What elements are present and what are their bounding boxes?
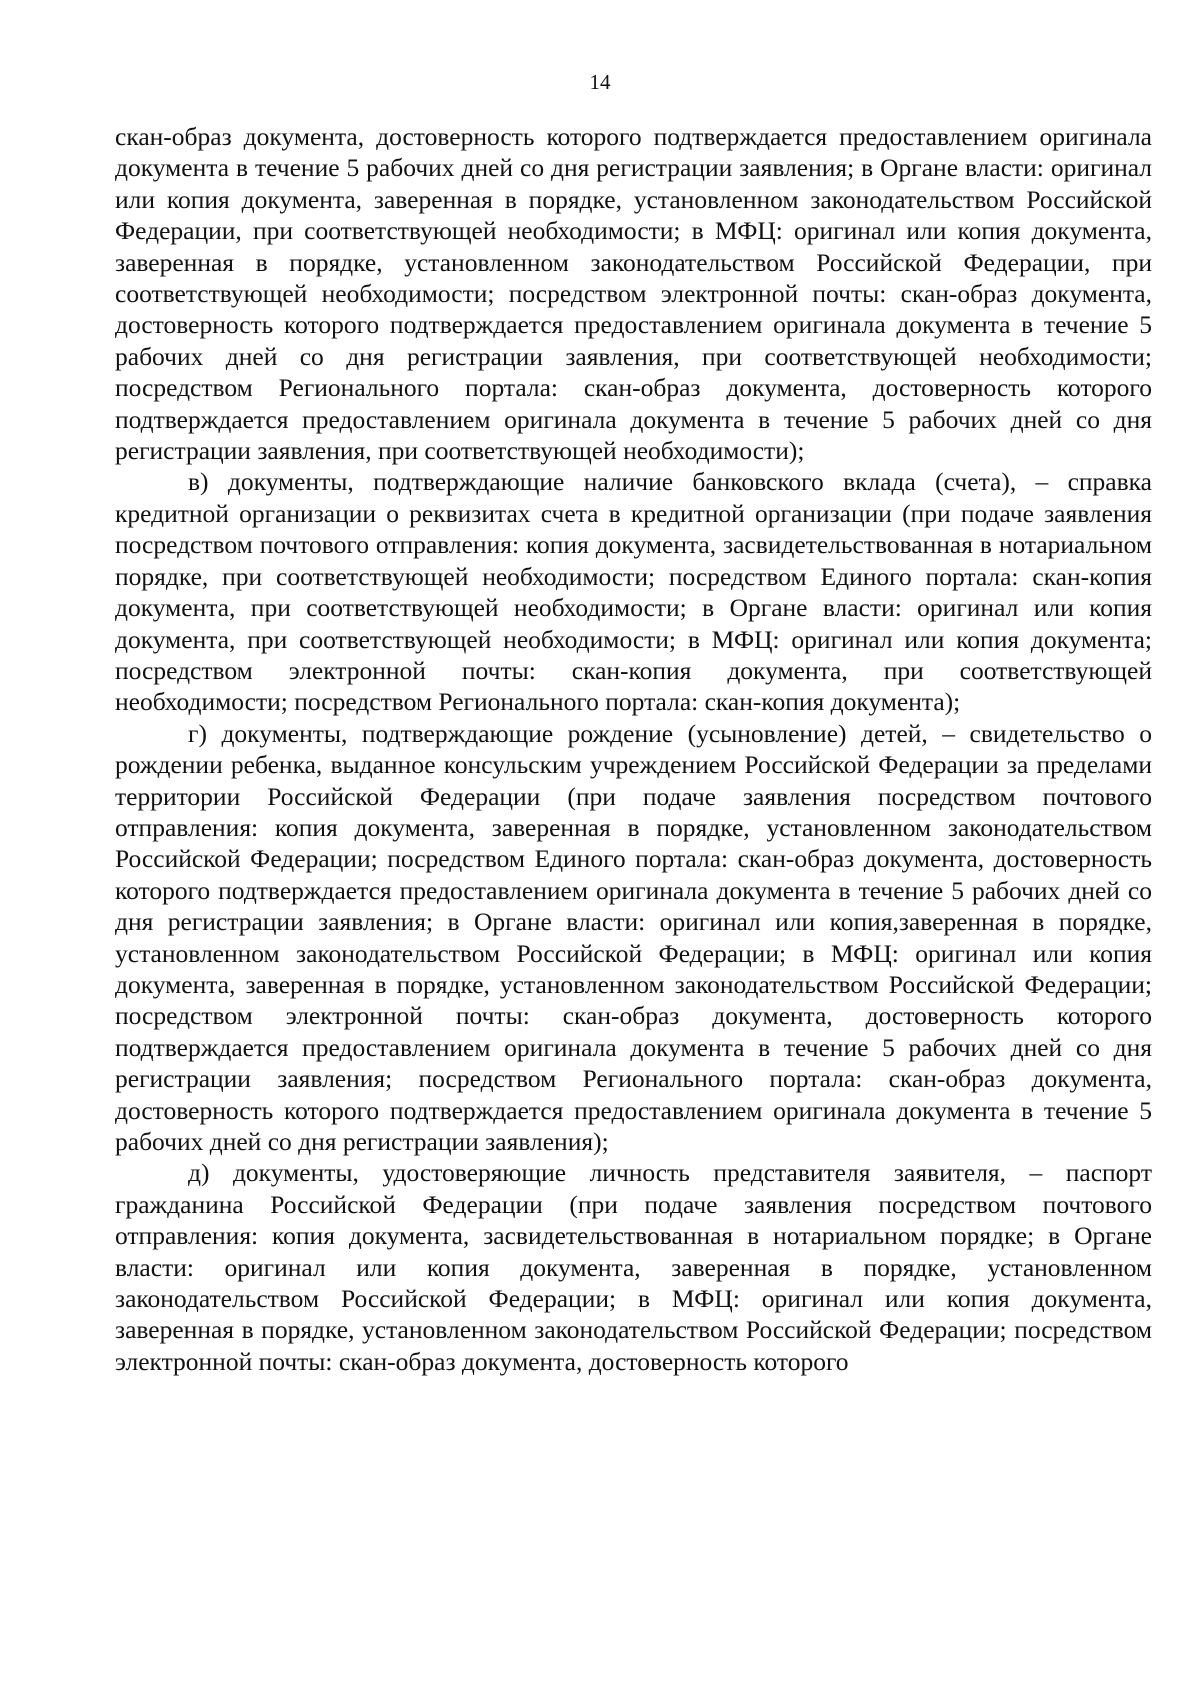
paragraph-item-v: в) документы, подтверждающие наличие банковского вклада (счета), – справка кредитной организации о реквизитах счета в кредитной организации (при подаче заявления посредством почтового отправления: копия документа, засвидетельствованная в нотариальном порядке, при соответствующей необходимости; посредством Единого портала: скан-копия документа, при соответствующей необходимости; в Органе власти: оригинал или копия документа, при соответствующей необходимости; в МФЦ: оригинал или копия документа; посредством электронной почты: скан-копия документа, при соответствующей необходимости; посредством Регионального портала: скан-копия документа);	[115, 467, 1152, 717]
page-number: 14	[589, 70, 611, 94]
paragraph-item-g: г) документы, подтверждающие рождение (усыновление) детей, – свидетельство о рождении ребенка, выданное консульским учреждением Российской Федерации за пределами территории Российской Федерации (при подаче заявления посредством почтового отправления: копия документа, заверенная в порядке, установленном законодательством Российской Федерации; посредством Единого портала: скан-образ документа, достоверность которого подтверждается предоставлением оригинала документа в течение 5 рабочих дней со дня регистрации заявления; в Органе власти: оригинал или копия,заверенная в порядке, установленном законодательством Российской Федерации; в МФЦ: оригинал или копия документа, заверенная в порядке, установленном законодательством Российской Федерации; посредством электронной почты: скан-образ документа, достоверность которого подтверждается предоставлением оригинала документа в течение 5 рабочих дней со дня регистрации заявления; посредством Регионального портала: скан-образ документа, достоверность которого подтверждается предоставлением оригинала документа в течение 5 рабочих дней со дня регистрации заявления);	[115, 718, 1152, 1156]
paragraph-continuation: скан-образ документа, достоверность которого подтверждается предоставлением оригинала документа в течение 5 рабочих дней со дня регистрации заявления; в Органе власти: оригинал или копия документа, заверенная в порядке, установленном законодательством Российской Федерации, при соответствующей необходимости; в МФЦ: оригинал или копия документа, заверенная в порядке, установленном законодательством Российской Федерации, при соответствующей необходимости; посредством электронной почты: скан-образ документа, достоверность которого подтверждается предоставлением оригинала документа в течение 5 рабочих дней со дня регистрации заявления, при соответствующей необходимости; посредством Регионального портала: скан-образ документа, достоверность которого подтверждается предоставлением оригинала документа в течение 5 рабочих дней со дня регистрации заявления, при соответствующей необходимости);	[115, 122, 1152, 466]
document-body	[115, 121, 1152, 1377]
paragraph-item-d: д) документы, удостоверяющие личность представителя заявителя, – паспорт гражданина Российской Федерации (при подаче заявления посредством почтового отправления: копия документа, засвидетельствованная в нотариальном порядке; в Органе власти: оригинал или копия документа, заверенная в порядке, установленном законодательством Российской Федерации; в МФЦ: оригинал или копия документа, заверенная в порядке, установленном законодательством Российской Федерации; посредством электронной почты: скан-образ документа, достоверность которого	[115, 1158, 1152, 1376]
